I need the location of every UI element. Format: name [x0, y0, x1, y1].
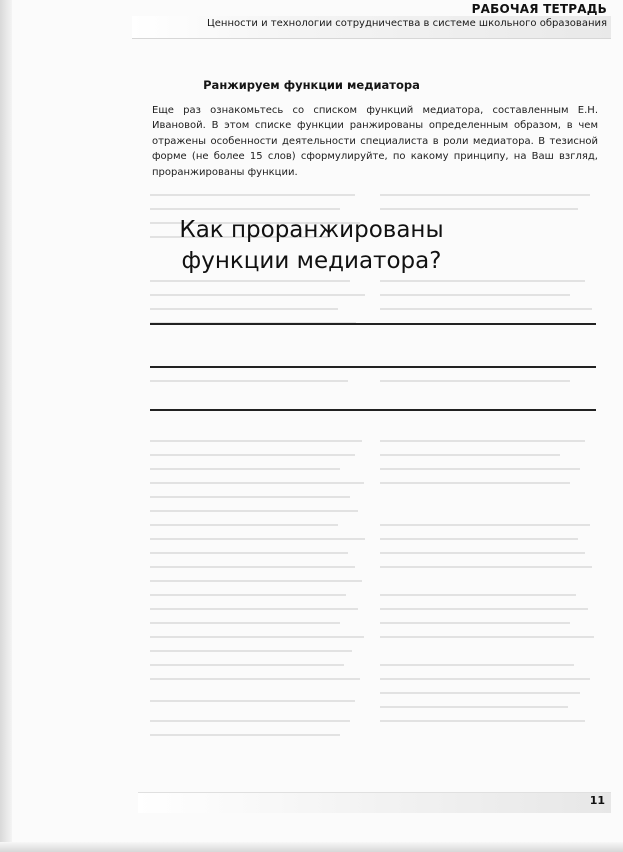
- question-heading: [0, 215, 623, 277]
- page-number: 11: [589, 794, 605, 807]
- header-title: РАБОЧАЯ ТЕТРАДЬ: [471, 2, 607, 16]
- section-title: Ранжируем функции медиатора: [203, 78, 420, 92]
- footer-bar: [138, 792, 611, 813]
- answer-line-3[interactable]: [150, 409, 596, 411]
- bottom-page-shadow: [0, 842, 623, 852]
- answer-line-1[interactable]: [150, 323, 596, 325]
- intro-paragraph: Еще раз ознакомьтесь со списком функций медиатора, составленным Е.Н. Ивановой. В этом списке функции ранжированы определенным образом, в чем отражены особенности деятельности специалиста в роли медиатора. В тезисной форме (не более 15 слов) сформулируйте, по какому принципу, на Ваш взгляд, проранжированы функции.: [152, 105, 598, 178]
- question-line-2: функции медиатора?: [181, 248, 442, 274]
- header-subtitle: Ценности и технологии сотрудничества в системе школьного образования: [206, 18, 607, 29]
- question-line-1: Как проранжированы: [179, 217, 444, 243]
- left-page-shadow: [0, 0, 12, 852]
- answer-line-2[interactable]: [150, 366, 596, 368]
